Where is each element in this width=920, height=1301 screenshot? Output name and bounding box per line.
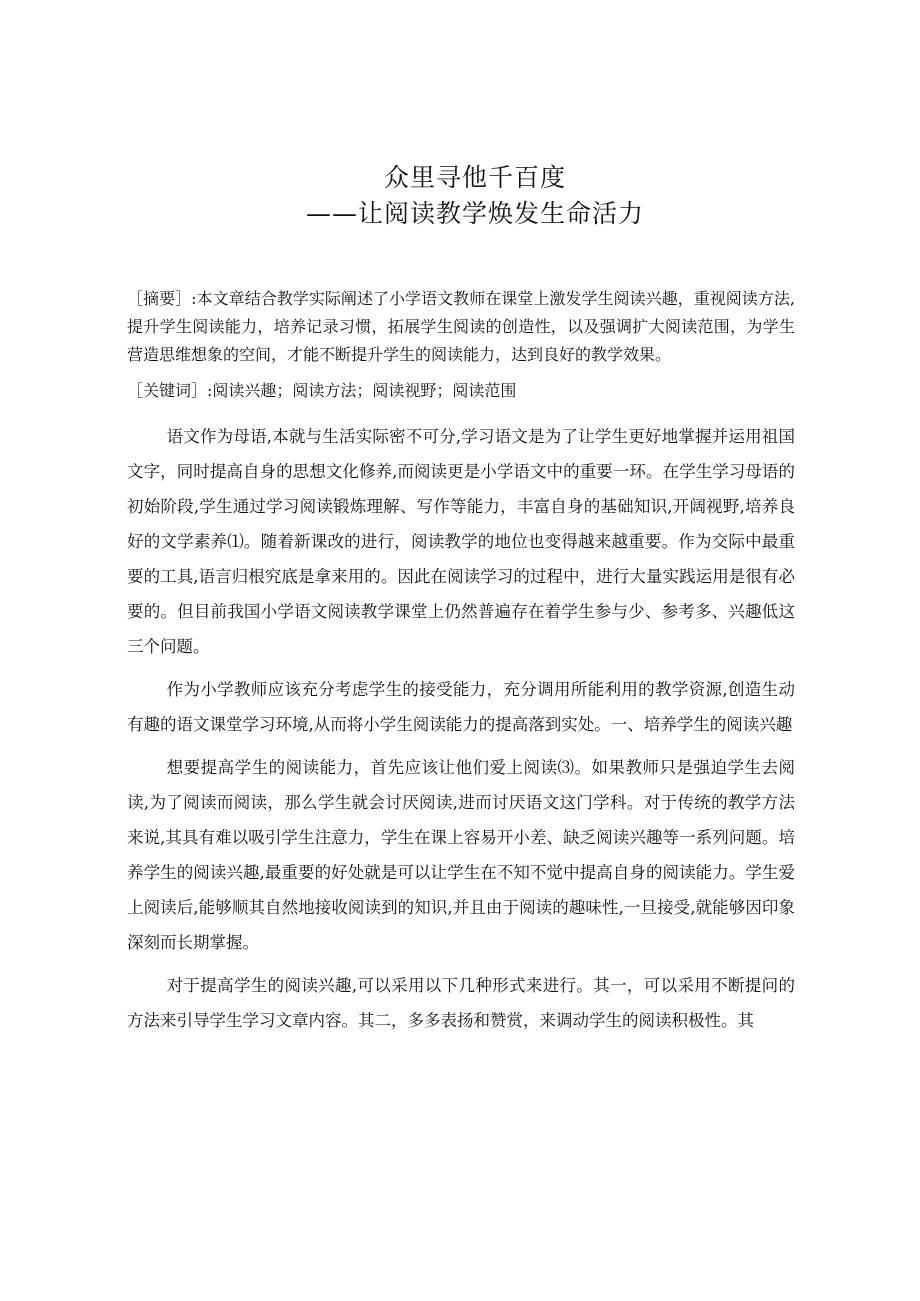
abstract-label: ［摘要］:: [127, 289, 197, 308]
title-block: [0, 160, 920, 232]
keywords-label: ［关键词］:: [127, 381, 213, 400]
abstract-text: 本文章结合教学实际阐述了小学语文教师在课堂上激发学生阅读兴趣，重视阅读方法,提升学生阅读能力，培养记录习惯，拓展学生阅读的创造性，以及强调扩大阅读范围，为学生营造思维想象的空间，才能不断提升学生的阅读能力，达到良好的教学效果。: [127, 289, 795, 364]
abstract: [127, 285, 795, 369]
keywords-text: 阅读兴趣；阅读方法；阅读视野；阅读范围: [212, 381, 517, 400]
document-body: [127, 285, 795, 1038]
document-subtitle: ——让阅读教学焕发生命活力: [305, 199, 644, 228]
keywords: [127, 377, 795, 405]
body-paragraph: 对于提高学生的阅读兴趣,可以采用以下几种形式来进行。其一，可以采用不断提问的方法来引导学生学习文章内容。其二，多多表扬和赞赏，来调动学生的阅读积极性。其: [127, 976, 795, 1030]
body-paragraph: 想要提高学生的阅读能力，首先应该让他们爱上阅读⑶。如果教师只是强迫学生去阅读,为了阅读而阅读，那么学生就会讨厌阅读,进而讨厌语文这门学科。对于传统的教学方法来说,其具有难以吸引学生注意力，学生在课上容易开小差、缺乏阅读兴趣等一系列问题。培养学生的阅读兴趣,最重要的好处就是可以让学生在不知不觉中提高自身的阅读能力。学生爱上阅读后,能够顺其自然地接收阅读到的知识,并且由于阅读的趣味性,一旦接受,就能够因印象深刻而长期掌握。: [127, 758, 795, 952]
body-paragraph: 作为小学教师应该充分考虑学生的接受能力，充分调用所能利用的教学资源,创造生动有趣的语文课堂学习环境,从而将小学生阅读能力的提高落到实处。一、培养学生的阅读兴趣: [127, 680, 795, 734]
document-title: 众里寻他千百度: [383, 163, 566, 192]
body-paragraph: 语文作为母语,本就与生活实际密不可分,学习语文是为了让学生更好地掌握并运用祖国文字，同时提高自身的思想文化修养,而阅读更是小学语文中的重要一环。在学生学习母语的初始阶段,学生通过学习阅读锻炼理解、写作等能力，丰富自身的基础知识,开阔视野,培养良好的文学素养⑴。随着新课改的进行，阅读教学的地位也变得越来越重要。作为交际中最重要的工具,语言归根究底是拿来用的。因此在阅读学习的过程中，进行大量实践运用是很有必要的。但目前我国小学语文阅读教学课堂上仍然普遍存在着学生参与少、参考多、兴趣低这三个问题。: [127, 427, 795, 656]
